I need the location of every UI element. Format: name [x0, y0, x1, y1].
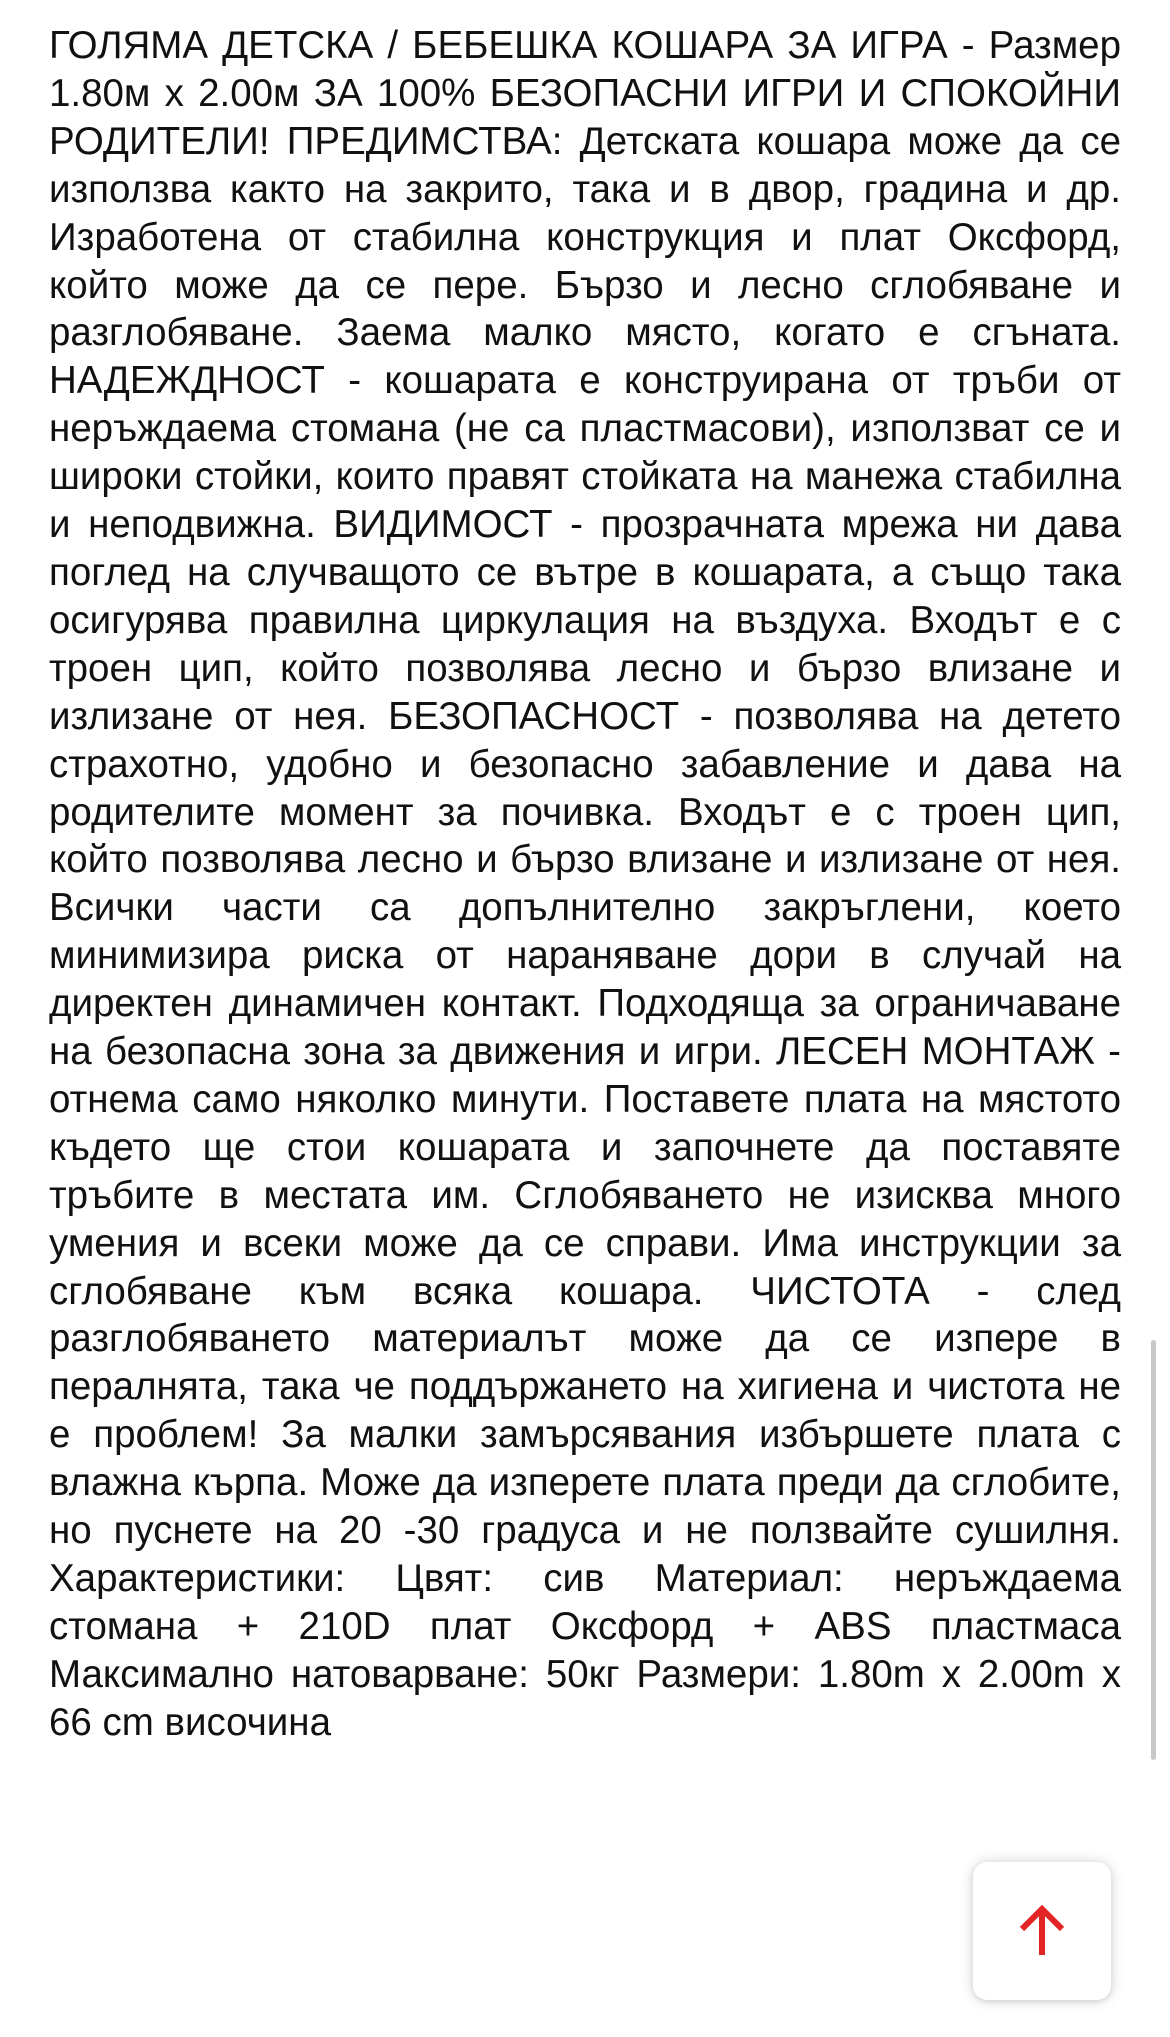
arrow-up-icon — [1012, 1901, 1072, 1961]
product-description-text: ГОЛЯМА ДЕТСКА / БЕБЕШКА КОШАРА ЗА ИГРА - Размер 1.80м x 2.00м ЗА 100% БЕЗОПАСНИ ИГРИ И СПОКОЙНИ РОДИТЕЛИ! ПРЕДИМСТВА: Детската кошара може да се използва както на закрито, така и в двор, градина и др. Изработена от стабилна конструкция и плат Оксфорд, който може да се пере. Бързо и лесно сглобяване и разглобяване. Заема малко място, когато е сгъната. НАДЕЖДНОСТ - кошарата е конструирана от тръби от неръждаема стомана (не са пластмасови), използват се и широки стойки, които правят стойката на манежа стабилна и неподвижна. ВИДИМОСТ - прозрачната мрежа ни дава поглед на случващото се вътре в кошарата, а също така осигурява правилна циркулация на въздуха. Входът е с троен цип, който позволява лесно и бързо влизане и излизане от нея. БЕЗОПАСНОСТ - позволява на детето страхотно, удобно и безопасно забавление и дава на родителите момент за почивка. Входът е с троен цип, който позволява лесно и бързо влизане и излизане от нея. Всички части са допълнително закръглени, което минимизира риска от нараняване дори в случай на директен динамичен контакт. Подходяща за ограничаване на безопасна зона за движения и игри. ЛЕСЕН МОНТАЖ - отнема само няколко минути. Поставете плата на мястото където ще стои кошарата и започнете да поставяте тръбите в местата им. Сглобяването не изисква много умения и всеки може да се справи. Има инструкции за сглобяване към всяка кошара. ЧИСТОТА - след разглобяването материалът може да се изпере в пералнята, така че поддържането на хигиена и чистота не е проблем! За малки замърсявания избършете плата с влажна кърпа. Може да изперете плата преди да сглобите, но пуснете на 20 -30 градуса и не ползвайте сушилня. Характеристики: Цвят: сив Материал: неръждаема стомана + 210D плат Оксфорд + ABS пластмаса Максимално натоварване: 50кг Размери: 1.80m x 2.00m x 66 cm височина — [49, 24, 1121, 1744]
back-to-top-button[interactable] — [973, 1862, 1111, 2000]
scrollbar-thumb[interactable] — [1151, 1340, 1156, 1760]
scrollbar[interactable] — [1151, 1340, 1158, 1760]
